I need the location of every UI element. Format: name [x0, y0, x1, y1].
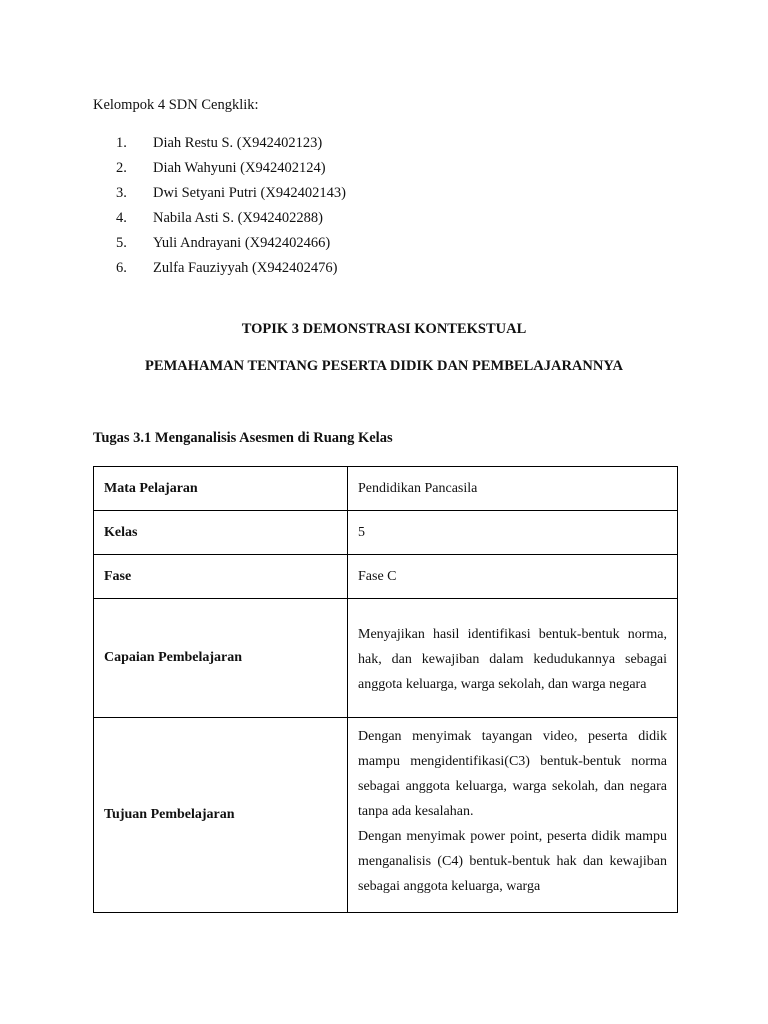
lesson-info-table [93, 466, 678, 913]
table-row [94, 511, 678, 555]
topic-subheading: PEMAHAMAN TENTANG PESERTA DIDIK DAN PEMBELAJARANNYA [145, 358, 623, 374]
row-label: Kelas [94, 511, 348, 555]
row-value: Pendidikan Pancasila [348, 467, 678, 511]
list-item: 2. Diah Wahyuni (X942402124) [116, 160, 326, 176]
row-value: Fase C [348, 555, 678, 599]
table-row [94, 599, 678, 718]
topic-heading: TOPIK 3 DEMONSTRASI KONTEKSTUAL [241, 321, 527, 337]
list-item: 6. Zulfa Fauziyyah (X942402476) [116, 260, 338, 276]
row-label: Capaian Pembelajaran [94, 599, 348, 718]
row-label: Fase [94, 555, 348, 599]
row-value [348, 599, 678, 718]
task-title: Tugas 3.1 Menganalisis Asesmen di Ruang Kelas [93, 430, 393, 446]
list-item: 3. Dwi Setyani Putri (X942402143) [116, 185, 346, 201]
group-intro: Kelompok 4 SDN Cengklik: [93, 97, 259, 113]
table-row [94, 555, 678, 599]
list-item: 4. Nabila Asti S. (X942402288) [116, 210, 323, 226]
list-item: 5. Yuli Andrayani (X942402466) [116, 235, 331, 251]
learning-outcome-text: Menyajikan hasil identifikasi bentuk-bentuk norma, hak, dan kewajiban dalam kedudukannya sebagai anggota keluarga, warga sekolah, dan warga negara [358, 626, 667, 692]
list-item: 1. Diah Restu S. (X942402123) [116, 135, 323, 151]
table-row [94, 718, 678, 913]
row-value: 5 [348, 511, 678, 555]
learning-goal-text-1: Dengan menyimak tayangan video, peserta didik mampu mengidentifikasi(C3) bentuk-bentuk norma sebagai anggota keluarga, warga sekolah, dan negara tanpa ada kesalahan. [358, 729, 667, 819]
row-label: Tujuan Pembelajaran [94, 718, 348, 913]
row-label: Mata Pelajaran [94, 467, 348, 511]
member-list [116, 133, 346, 283]
row-value [348, 718, 678, 913]
table-row [94, 467, 678, 511]
learning-goal-text-2: Dengan menyimak power point, peserta didik mampu menganalisis (C4) bentuk-bentuk hak dan kewajiban sebagai anggota keluarga, warga [358, 829, 667, 894]
